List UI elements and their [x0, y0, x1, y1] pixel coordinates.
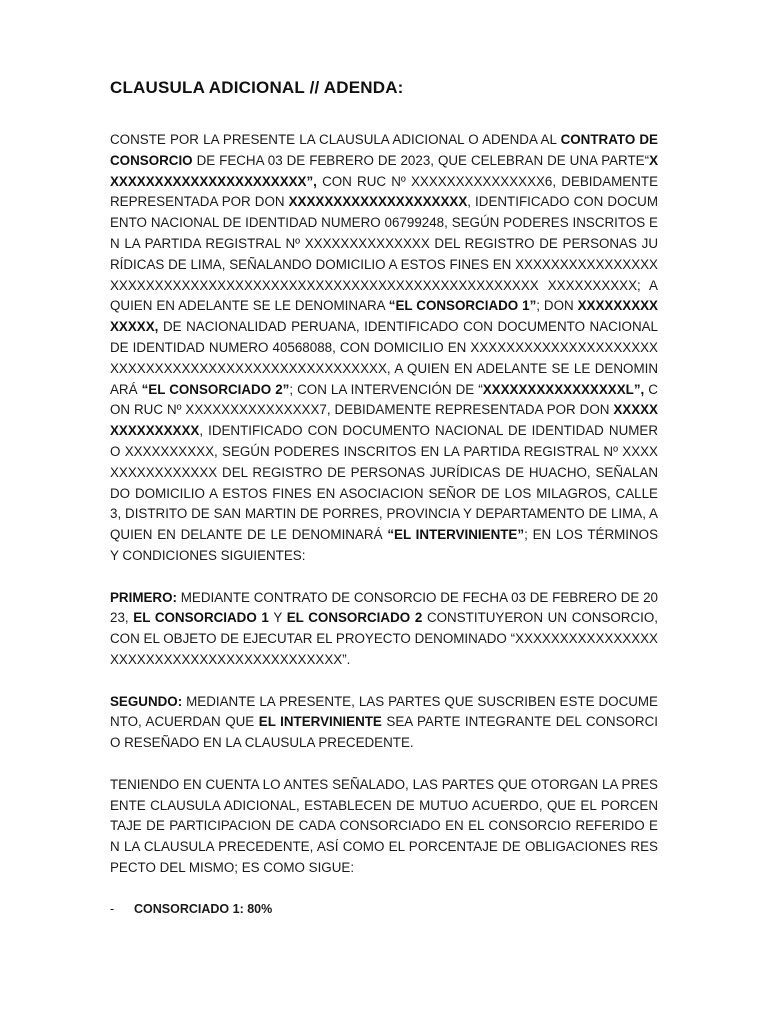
list-item-text: CONSORCIADO 1: 80% [134, 902, 273, 917]
text-run: CONSTE POR LA PRESENTE LA CLAUSULA ADICIONAL O ADENDA AL [110, 132, 561, 147]
text-run: Y [268, 610, 287, 626]
text-run: TENIENDO EN CUENTA LO ANTES SEÑALADO, LAS PARTES QUE OTORGAN LA PRESENTE CLAUSULA ADICIONAL, ESTABLECEN DE MUTUO ACUERDO, QUE EL PORCENTAJE DE PARTICIPACION DE CADA CONSORCIADO EN EL CONSORCIO REFERIDO EN LA CLAUSULA PRECEDENTE, ASÍ COMO EL PORCENTAJE DE OBLIGACIONES RESPECTO DEL MISMO; ES COMO SIGUE: [110, 776, 658, 875]
bold-text-run: EL CONSORCIADO 1 [133, 610, 269, 626]
text-run: , IDENTIFICADO CON DOCUMENTO NACIONAL DE IDENTIDAD NUMERO XXXXXXXXXX, SEGÚN PODERES INSCRITOS EN LA PARTIDA REGISTRAL Nº XXXXXXXXXXXXXXXX DEL REGISTRO DE PERSONAS JURÍDICAS DE HUACHO, SEÑALANDO DOMICILIO A ESTOS FINES EN ASOCIACION SEÑOR DE LOS MILAGROS, CALLE 3, DISTRITO DE SAN MARTIN DE PORRES, PROVINCIA Y DEPARTAMENTO DE LIMA, A QUIEN EN DELANTE DE LE DENOMINARÁ [110, 423, 658, 543]
bold-text-run: EL CONSORCIADO 2 [286, 610, 423, 626]
bold-text-run: SEGUNDO: [110, 693, 183, 709]
document-title: CLAUSULA ADICIONAL // ADENDA: [110, 78, 404, 97]
bold-text-run: “EL CONSORCIADO 1” [388, 298, 537, 314]
bold-text-run: XXXXXXXXXXXXXXXXL”, [482, 381, 645, 397]
list-item [110, 899, 658, 919]
clause-segundo [110, 692, 658, 754]
text-run: MEDIANTE CONTRATO DE CONSORCIO DE FECHA 03 DE FEBRERO DE 2023, [110, 589, 658, 626]
bold-text-run: XXXXXXXXXXXXXXX [110, 402, 658, 439]
text-run: MEDIANTE LA PRESENTE, LAS PARTES QUE SUSCRIBEN ESTE DOCUMENTO, ACUERDAN QUE [110, 693, 658, 730]
text-run: CONSTITUYERON UN CONSORCIO, CON EL OBJETO DE EJECUTAR EL PROYECTO DENOMINADO “XXXXXXXXXXXXXXXXXXXXXXXXXXXXXXXXXXXXXXXXXX”. [110, 610, 658, 667]
bold-text-run: “EL CONSORCIADO 2” [141, 381, 290, 397]
clause-primero [110, 588, 658, 671]
participation-list [110, 899, 658, 919]
text-run: ; DON [536, 298, 578, 314]
bold-text-run: “EL INTERVINIENTE” [387, 527, 525, 543]
bold-text-run: EL INTERVINIENTE [258, 714, 382, 730]
text-run: DE NACIONALIDAD PERUANA, IDENTIFICADO CON DOCUMENTO NACIONAL DE IDENTIDAD NUMERO 40568088, CON DOMICILIO EN XXXXXXXXXXXXXXXXXXXXXXXXXXXXXXXXXXXXXXXXXXXXXXXXXXXX, A QUIEN EN ADELANTE SE LE DENOMINARÁ [110, 319, 658, 397]
text-run: ; CON LA INTERVENCIÓN DE “ [289, 381, 483, 397]
bold-text-run: PRIMERO: [110, 589, 177, 605]
list-dash: - [110, 902, 115, 917]
text-run: DE FECHA 03 DE FEBRERO DE 2023, QUE CELEBRAN DE UNA PARTE“ [192, 152, 650, 168]
participation-paragraph [110, 775, 658, 879]
text-run: ; EN LOS TÉRMINOS Y CONDICIONES SIGUIENTES: [110, 527, 659, 563]
bold-text-run: CONTRATO DE CONSORCIO [110, 132, 658, 168]
text-run: SEA PARTE INTEGRANTE DEL CONSORCIO RESEÑADO EN LA CLAUSULA PRECEDENTE. [110, 714, 658, 751]
intro-paragraph [110, 130, 658, 567]
text-run: CON RUC Nº XXXXXXXXXXXXXXX7, DEBIDAMENTE REPRESENTADA POR DON [110, 381, 658, 418]
text-run: CON RUC Nº XXXXXXXXXXXXXXX6, DEBIDAMENTE REPRESENTADA POR DON [110, 173, 658, 210]
bold-text-run: XXXXXXXXXXXXXX, [110, 298, 658, 335]
text-run: , IDENTIFICADO CON DOCUMENTO NACIONAL DE IDENTIDAD NUMERO 06799248, SEGÚN PODERES INSCRITOS EN LA PARTIDA REGISTRAL Nº XXXXXXXXXXXXXX DEL REGISTRO DE PERSONAS JURÍDICAS DE LIMA, SEÑALANDO DOMICILIO A ESTOS FINES EN XXXXXXXXXXXXXXXXXXXXXXXXXXXXXXXXXXXXXXXXXXXXXXXXXXXXXXXXXXXXXXXX XXXXXXXXXX; A QUIEN EN ADELANTE SE LE DENOMINARA [110, 194, 658, 314]
bold-text-run: XXXXXXXXXXXXXXXXXXXXXXX”, [110, 152, 658, 189]
bold-text-run: XXXXXXXXXXXXXXXXXXXX [288, 194, 468, 210]
